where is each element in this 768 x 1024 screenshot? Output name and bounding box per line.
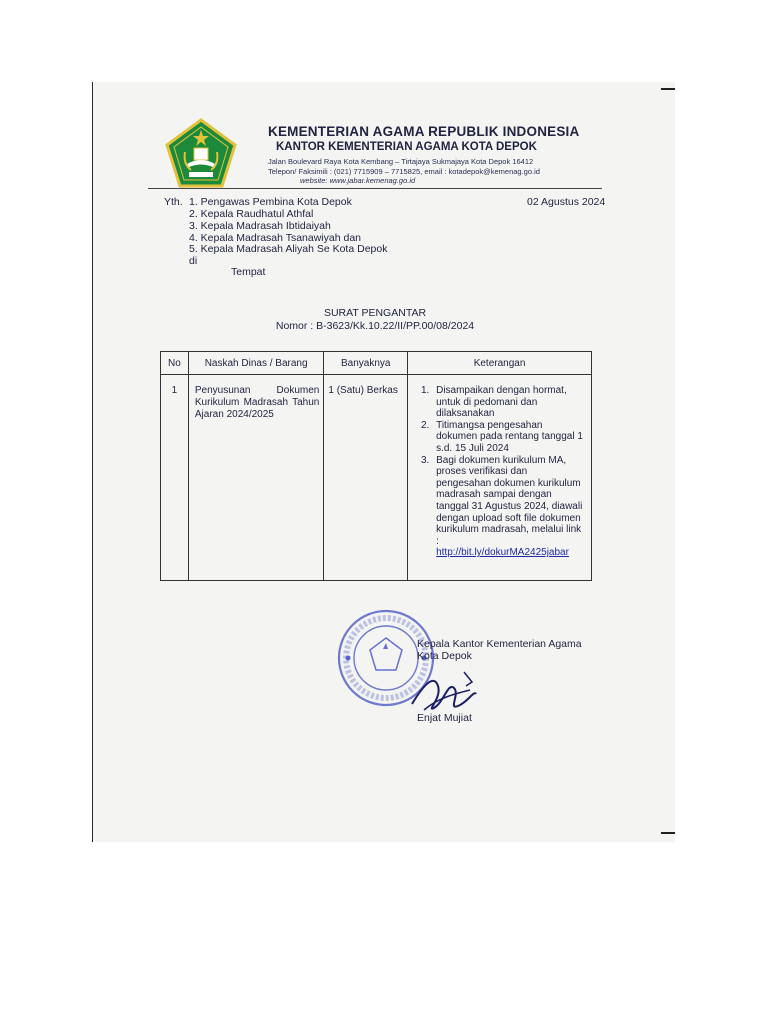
- corner-mark-bottom: [661, 832, 675, 834]
- recipient-2: 2. Kepala Raudhatul Athfal: [189, 208, 314, 220]
- header-keterangan: Keterangan: [408, 352, 592, 375]
- tempat-label: Tempat: [231, 266, 266, 278]
- note-3: [432, 455, 585, 559]
- document-table: [160, 351, 592, 581]
- di-label: di: [189, 255, 198, 267]
- signer-name: Enjat Mujiat: [417, 712, 472, 724]
- header-divider: [148, 188, 602, 189]
- header-naskah: Naskah Dinas / Barang: [188, 352, 323, 375]
- note-1: 1. Disampaikan dengan hormat, untuk di pedomani dan dilaksanakan: [432, 385, 585, 420]
- recipient-4: 4. Kepala Madrasah Tsanawiyah dan: [189, 232, 362, 244]
- row-naskah: Penyusunan Dokumen Kurikulum Madrasah Tahun Ajaran 2024/2025: [188, 375, 323, 581]
- row-keterangan: [408, 375, 592, 581]
- corner-mark-top: [661, 88, 675, 90]
- note-2: 2. Titimangsa pengesahan dokumen pada rentang tanggal 1 s.d. 15 Juli 2024: [432, 420, 585, 455]
- office-website: website: www.jabar.kemenag.go.id: [300, 176, 416, 185]
- note-3-text: Bagi dokumen kurikulum MA, proses verifikasi dan pengesahan dokumen kurikulum madrasah sampai dengan tanggal 31 Agustus 2024, diawali dengan upload soft file dokumen kurikulum madrasah, melalui link :: [436, 454, 583, 547]
- recipient-1: 1. Pengawas Pembina Kota Depok: [189, 196, 352, 208]
- row-banyaknya: 1 (Satu) Berkas: [324, 375, 408, 581]
- recipient-3: 3. Kepala Madrasah Ibtidaiyah: [189, 220, 331, 232]
- header-banyaknya: Banyaknya: [324, 352, 408, 375]
- row-no: 1: [161, 375, 189, 581]
- letter-date: 02 Agustus 2024: [527, 196, 606, 208]
- ministry-title: KEMENTERIAN AGAMA REPUBLIK INDONESIA: [268, 124, 580, 139]
- signer-position-line1: Kepala Kantor Kementerian Agama: [417, 638, 582, 650]
- table-row: [161, 375, 592, 581]
- header-no: No: [161, 352, 189, 375]
- office-contact: Telepon/ Faksimili : (021) 7715909 – 7715825, email : kotadepok@kemenag.go.id: [268, 167, 540, 176]
- yth-label: Yth.: [164, 196, 183, 208]
- recipient-5: 5. Kepala Madrasah Aliyah Se Kota Depok: [189, 243, 388, 255]
- ministry-logo-icon: [165, 118, 237, 190]
- office-title: KANTOR KEMENTERIAN AGAMA KOTA DEPOK: [276, 141, 537, 153]
- kurikulum-link[interactable]: http://bit.ly/dokurMA2425jabar: [436, 547, 569, 559]
- table-header-row: [161, 352, 592, 375]
- letter-number: Nomor : B-3623/Kk.10.22/II/PP.00/08/2024: [275, 320, 475, 332]
- letter-title: SURAT PENGANTAR: [323, 307, 427, 319]
- office-address: Jalan Boulevard Raya Kota Kembang – Tirtajaya Sukmajaya Kota Depok 16412: [268, 157, 534, 166]
- signer-position-line2: Kota Depok: [417, 650, 472, 662]
